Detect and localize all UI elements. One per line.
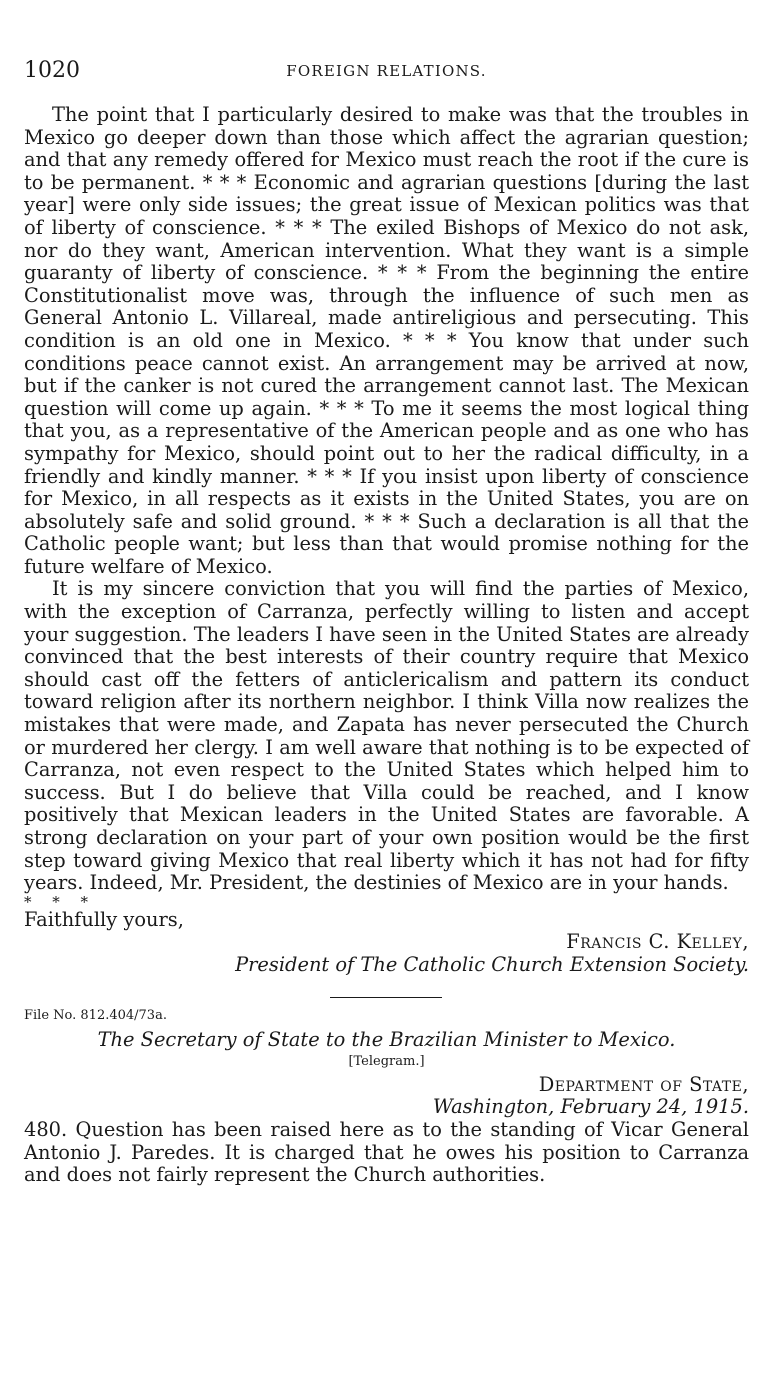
file-number: File No. 812.404/73a. [24, 1007, 167, 1023]
page-body [24, 104, 749, 1187]
document-type: [Telegram.] [348, 1054, 425, 1070]
letter-closing: Faithfully yours, [24, 907, 184, 931]
file-row [24, 989, 749, 1029]
letter-paragraph-1: The point that I particularly desired to make was that the troubles in Mexico go deeper down than those which affect the agrarian question; and that any remedy offered for Mexico must reach the root if the cure is to be permanent. * * * Economic and agrarian questions [during the last year] were only side issues; the great issue of Mexican politics was that of liberty of conscience. * * * The exiled Bishops of Mexico do not ask, nor do they want, American intervention. What they want is a simple guaranty of liberty of conscience. * * * From the beginning the entire Constitutionalist move was, through the influence of such men as General Antonio L. Villareal, made antireligious and persecuting. This condition is an old one in Mexico. * * * You know that under such conditions peace cannot exist. An arrangement may be arrived at now, but if the canker is not cured the arrangement cannot last. The Mexican question will come up again. * * * To me it seems the most logical thing that you, as a representative of the American people and as one who has sympathy for Mexico, should point out to her the radical difficulty, in a friendly and kindly manner. * * * If you insist upon liberty of conscience for Mexico, in all respects as it exists in the United States, you are on absolutely safe and solid ground. * * * Such a declaration is all that the Catholic people want; but less than that would promise nothing for the future welfare of Mexico. [24, 103, 749, 578]
place-date-line: Washington, February 24, 1915. [432, 1095, 749, 1119]
telegram-message: 480. Question has been raised here as to the standing of Vicar General Antonio J. Paredes. It is charged that he owes his position to Carranza and does not fairly represent the Church authorities. [24, 1117, 749, 1187]
letter-signer-title: President of The Catholic Church Extension Society. [235, 952, 749, 976]
ellipsis-stars: * * * [24, 892, 97, 911]
letter-signer: Francis C. Kelley, [566, 930, 749, 954]
page-header [24, 58, 749, 88]
section-divider [330, 997, 442, 998]
document-title: The Secretary of State to the Brazilian Minister to Mexico. [97, 1027, 676, 1051]
sender-department: Department of State, [538, 1072, 749, 1096]
page-number: 1020 [24, 58, 80, 83]
letter-paragraph-2: It is my sincere conviction that you will find the parties of Mexico, with the exception of Carranza, perfectly willing to listen and accept your suggestion. The leaders I have seen in the United States are already convinced that the best interests of their country require that Mexico should cast off the fetters of anticlericalism and pattern its conduct toward religion after its northern neighbor. I think Villa now realizes the mistakes that were made, and Zapata has never persecuted the Church or murdered her clergy. I am well aware that nothing is to be expected of Carranza, not even respect to the United States which helped him to success. But I do believe that Villa could be reached, and I know positively that Mexican leaders in the United States are favorable. A strong declaration on your part of your own position would be the first step toward giving Mexico that real liberty which it has not had for fifty years. Indeed, Mr. President, the destinies of Mexico are in your hands. [24, 577, 749, 895]
running-title: FOREIGN RELATIONS. [286, 62, 487, 80]
